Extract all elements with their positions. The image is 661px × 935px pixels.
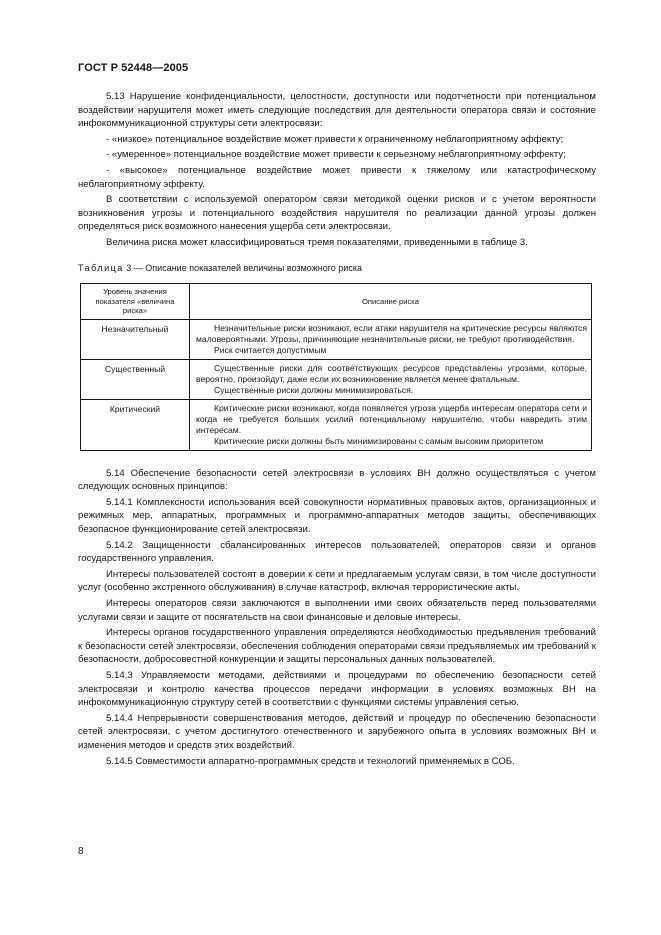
risk-level-cell: Критический [81, 399, 190, 450]
paragraph: Интересы пользователей состоят в доверии к сети и предлагаемым услугам связи, в том числе доступности услуг (особенно экстренного обслуживания) в случае катастроф, включая террористические акты. [78, 568, 596, 594]
paragraph: 5.14.1 Комплексности использования всей совокупности нормативных правовых актов, организационных и режимных мер, аппаратных, программных и программно-аппаратных методов защиты, обеспечивающих безопасное функционирование сетей электросвязи. [78, 496, 596, 535]
paragraph: 5.14.2 Защищенности сбалансированных интересов пользователей, операторов связи и органов государственного управления. [78, 539, 596, 565]
risk-description: Критические риски возникают, когда появляется угроза ущерба интересам оператора сети и когда не требуется больших усилий потенциальному нарушителю, чтобы навредить этим интересам. [196, 402, 587, 435]
risk-conclusion: Существенные риски должны минимизироваться. [214, 384, 414, 395]
list-item: - «низкое» потенциальное воздействие может привести к ограниченному неблагоприятному эффекту; [106, 133, 564, 145]
risk-level-cell: Существенный [81, 359, 190, 399]
page-number: 8 [78, 846, 84, 857]
table-row [81, 359, 592, 399]
page-body [78, 90, 596, 770]
column-header-level: Уровень значения показателя «величина риска» [81, 284, 190, 320]
table-caption-label: Таблица [78, 262, 124, 273]
risk-description: Незначительные риски возникают, если атаки нарушителя на критические ресурсы являются маловероятными. Угрозы, причиняющие незначительные риски, не требуют противодействия. [196, 322, 587, 344]
paragraph: В соответствии с используемой оператором связи методикой оценки рисков и с учетом вероятности возникновения угрозы и потенциального воздействия нарушителя по реализации данной угрозы должен определяться риск возможного нанесения ущерба сети электросвязи. [78, 194, 596, 233]
risk-level-cell: Незначительный [81, 319, 190, 359]
paragraph: Интересы операторов связи заключаются в выполнении ими своих обязательств перед пользователями услугами связи и защите от посягательств на свои финансовые и деловые интересы. [78, 597, 596, 623]
risk-description-cell [190, 359, 592, 399]
risk-table [80, 283, 592, 451]
table-caption [78, 262, 596, 276]
column-header-description: Описание риска [190, 284, 592, 320]
risk-description-cell [190, 319, 592, 359]
table-row [81, 399, 592, 450]
paragraph: 5.13 Нарушение конфиденциальности, целостности, доступности или подотчетности при потенциальном воздействии нарушителя может иметь следующие последствия для деятельности оператора связи и состояние инфокоммуникационной структуры сети электросвязи: [78, 91, 596, 130]
paragraph: Интересы органов государственного управления определяются необходимостью предъявления требований к безопасности сетей электросвязи, обеспечения соблюдения операторами связи предъявляемых им требований к безопасности, добросовестной конкуренции и защиты персональных данных пользователей. [78, 627, 596, 666]
paragraph: 5.14.5 Совместимости аппаратно-программных средств и технологий применяемых в СОБ. [106, 755, 515, 767]
paragraph: 5.14 Обеспечение безопасности сетей электросвязи в условиях ВН должно осуществляться с учетом следующих основных принципов: [78, 467, 596, 493]
table-header-row [81, 284, 592, 320]
table-caption-text: 3 — Описание показателей величины возможного риска [123, 262, 362, 273]
document-header: ГОСТ Р 52448—2005 [78, 62, 189, 74]
paragraph: 5.14.3 Управляемости методами, действиями и процедурами по обеспечению безопасности сетей электросвязи и контролю качества процессов передачи информации в условиях возможных ВН на инфокоммуникационную структуру сетей в соответствии с функциями системы управления сетью. [78, 669, 596, 709]
risk-description-cell [190, 399, 592, 450]
risk-description: Существенные риски для соответствующих ресурсов представлены угрозами, которые, вероятно, произойдут, даже если их возникновение является менее фатальным. [196, 362, 587, 384]
paragraph: Величина риска может классифицироваться тремя показателями, приведенными в таблице 3. [106, 236, 528, 248]
list-item: - «умеренное» потенциальное воздействие может привести к серьезному неблагоприятному эффекту; [106, 149, 566, 161]
risk-conclusion: Критические риски должны быть минимизированы с самым высоким приоритетом [214, 435, 544, 446]
table-row [81, 319, 592, 359]
risk-conclusion: Риск считается допустимым [214, 344, 327, 355]
list-item: - «высокое» потенциальное воздействие может привести к тяжелому или катастрофическому неблагоприятному эффекту. [78, 164, 596, 190]
paragraph: 5.14.4 Непрерывности совершенствования методов, действий и процедур по обеспечению безопасности сетей электросвязи, с учетом достигнутого отечественного и зарубежного опыта в условиях возможных ВН и изменения методов и средств этих воздействий. [78, 712, 596, 751]
